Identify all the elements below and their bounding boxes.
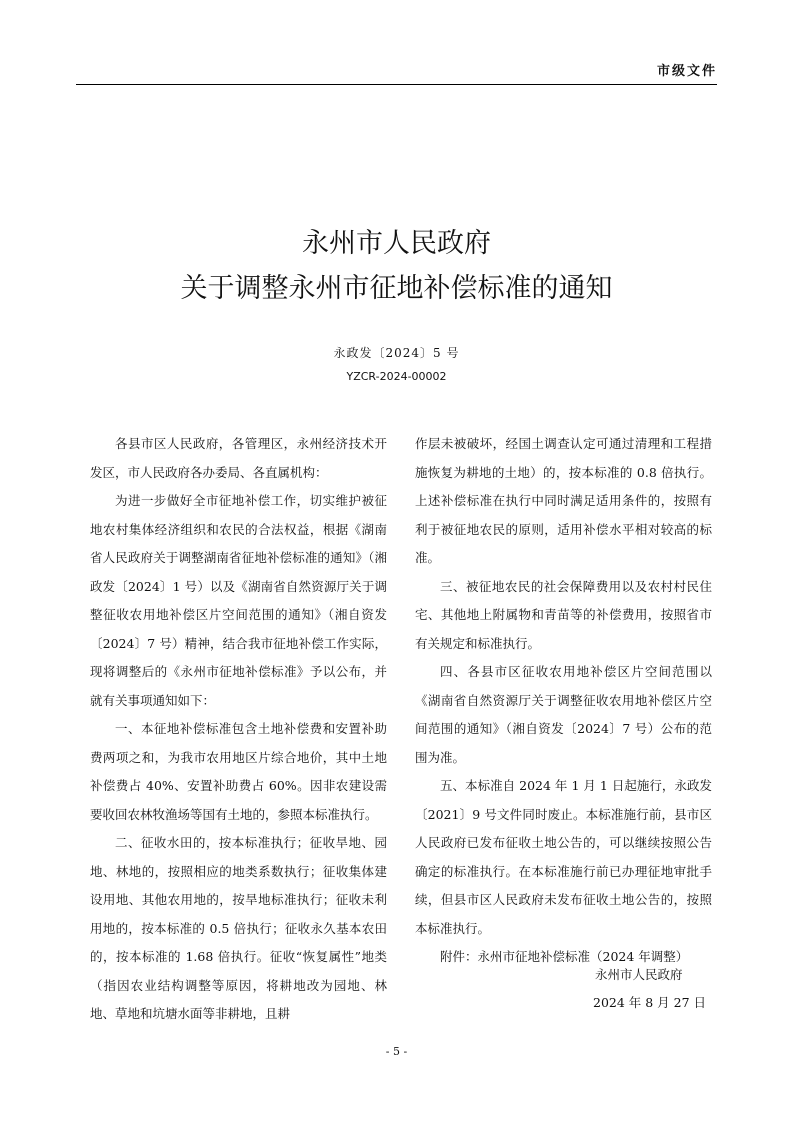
body-column-left	[90, 430, 387, 1029]
document-code: YZCR-2024-00002	[346, 370, 447, 383]
clause-5-paragraph: 五、本标准自 2024 年 1 月 1 日起施行，永政发〔2021〕9 号文件同时废止。本标准施行前，县市区人民政府已发布征收土地公告的，可以继续按照公告确定的标准执行。在本标准施行前已办理征地审批手续，但县市区人民政府未发布征收土地公告的，按照本标准执行。	[415, 778, 712, 936]
attachment-line: 附件：永州市征地补偿标准（2024 年调整）	[440, 949, 689, 964]
clause-4-paragraph: 四、各县市区征收农用地补偿区片空间范围以《湖南省自然资源厅关于调整征收农用地补偿区片空间范围的通知》（湘自资发〔2024〕7 号）公布的范围为准。	[415, 664, 712, 765]
header-divider	[76, 84, 717, 85]
document-title-line1: 永州市人民政府	[302, 228, 491, 259]
clause-1-paragraph: 一、本征地补偿标准包含土地补偿费和安置补助费两项之和，为我市农用地区片综合地价，其中土地补偿费占 40%、安置补助费占 60%。因非农建设需要收回农林牧渔场等国有土地的，参照本标准执行。	[90, 721, 387, 822]
intro-paragraph: 为进一步做好全市征地补偿工作，切实维护被征地农村集体经济组织和农民的合法权益，根据《湖南省人民政府关于调整湖南省征地补偿标准的通知》（湘政发〔2024〕1 号）以及《湖南省自然资源厅关于调整征收农用地补偿区片空间范围的通知》（湘自资发〔2024〕7 号）精神，结合我市征地补偿工作实际，现将调整后的《永州市征地补偿标准》予以公布，并就有关事项通知如下：	[90, 493, 387, 708]
clause-3-paragraph: 三、被征地农民的社会保障费用以及农村村民住宅、其他地上附属物和青苗等的补偿费用，按照省市有关规定和标准执行。	[415, 578, 712, 651]
issue-date: 2024 年 8 月 27 日	[593, 995, 707, 1010]
clause-2-continuation: 作层未被破坏，经国土调查认定可通过清理和工程措施恢复为耕地的土地）的，按本标准的 0.8 倍执行。上述补偿标准在执行中同时满足适用条件的，按照有利于被征地农民的原则，适用补偿水平相对较高的标准。	[415, 436, 712, 565]
addressee-paragraph: 各县市区人民政府，各管理区，永州经济技术开发区，市人民政府各办委局、各直属机构：	[90, 436, 387, 480]
page-number: - 5 -	[385, 1045, 408, 1058]
document-title-line2: 关于调整永州市征地补偿标准的通知	[180, 273, 613, 304]
clause-2-paragraph: 二、征收水田的，按本标准执行；征收旱地、园地、林地的，按照相应的地类系数执行；征收集体建设用地、其他农用地的，按旱地标准执行；征收未利用地的，按本标准的 0.5 倍执行；征收永久基本农田的，按本标准的 1.68 倍执行。征收“恢复属性”地类（指因农业结构调整等原因，将耕地改为园地、林地、草地和坑塘水面等非耕地，且耕	[90, 835, 387, 1021]
header-label: 市级文件	[656, 64, 717, 79]
issuer-signature: 永州市人民政府	[595, 967, 683, 982]
body-column-right	[415, 430, 712, 972]
document-number: 永政发〔2024〕5 号	[333, 346, 460, 360]
